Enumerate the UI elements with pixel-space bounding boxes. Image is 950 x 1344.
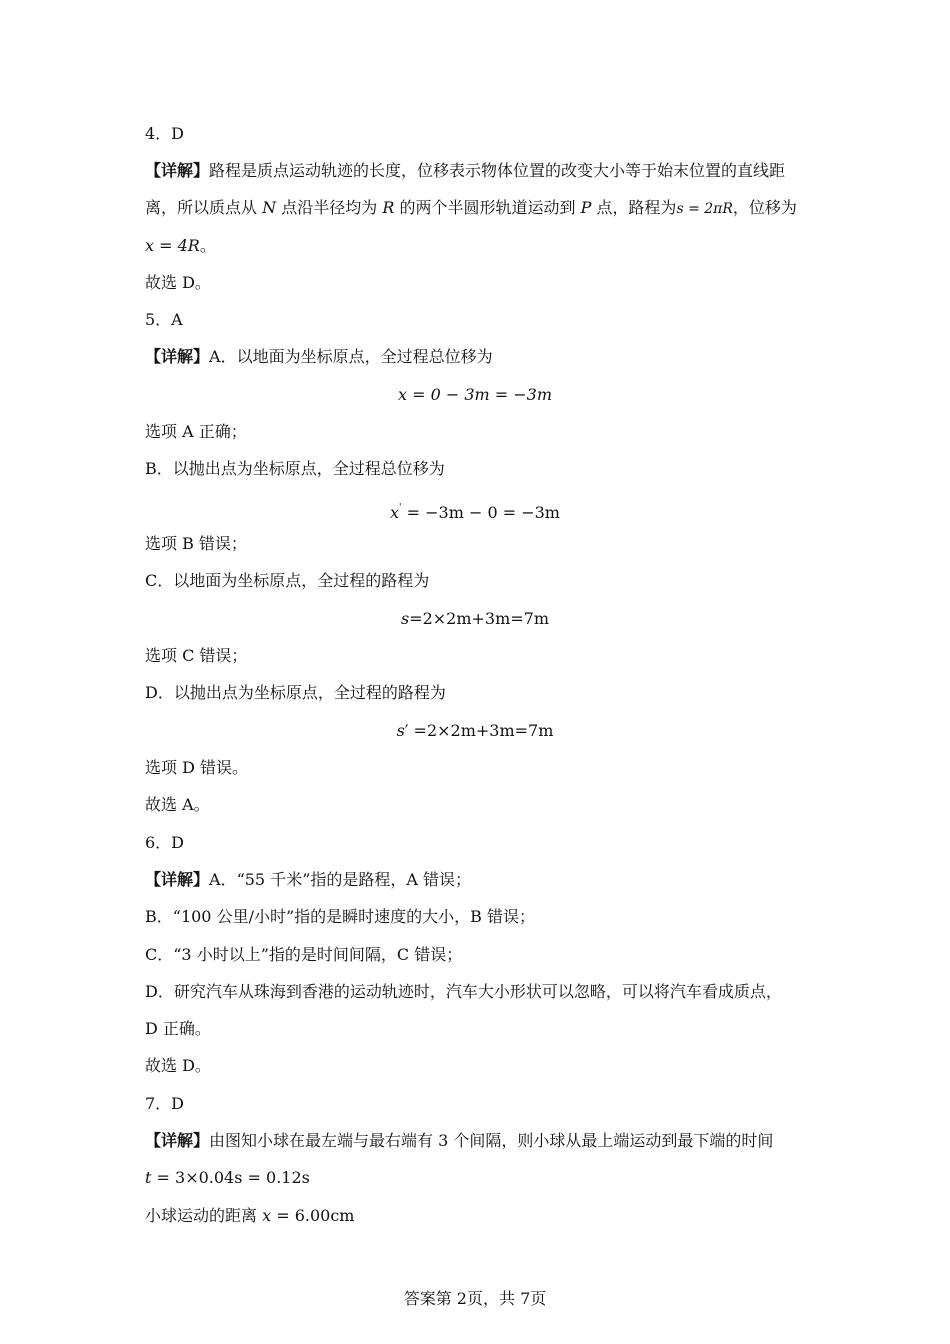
q5-judge-a: 选项 A 正确； [145,422,247,441]
q5-option-b: B．以抛出点为坐标原点，全过程总位移为 [145,459,445,478]
q4-explanation-line-1: 【详解】路程是质点运动轨迹的长度，位移表示物体位置的改变大小等于始末位置的直线距 [145,161,786,180]
q6-option-b: B．“100 公里/小时”指的是瞬时速度的大小，B 错误； [145,907,535,926]
q5-choice: 故选 A。 [145,795,210,814]
q5-option-d: D．以抛出点为坐标原点，全过程的路程为 [145,683,446,702]
q7-time-equation: t = 3×0.04s = 0.12s [145,1168,310,1187]
q4-explanation-line-2: 离，所以质点从 N 点沿半径均为 R 的两个半圆形轨道运动到 P 点，路程为s = 2πR，位移为 [145,198,797,217]
q5-judge-b: 选项 B 错误； [145,534,247,553]
q5-equation-d: s′ =2×2m+3m=7m [396,721,554,740]
q5-equation-c: s=2×2m+3m=7m [400,609,550,628]
q4-answer: 4．D [145,124,185,143]
q4-displacement-equation: x = 4R [145,236,200,255]
q5-option-a: 【详解】A．以地面为坐标原点，全过程总位移为 [145,347,493,366]
q6-choice: 故选 D。 [145,1056,211,1075]
q5-option-c: C．以地面为坐标原点，全过程的路程为 [145,571,430,590]
q5-equation-b: x' = −3m − 0 = −3m [390,503,560,522]
q5-judge-c: 选项 C 错误； [145,646,248,665]
q4-path-equation: s = 2πR [676,201,733,217]
q4-choice: 故选 D。 [145,273,211,292]
q6-answer: 6．D [145,833,185,852]
q5-judge-d: 选项 D 错误。 [145,758,249,777]
q6-option-a: 【详解】A．“55 千米”指的是路程，A 错误； [145,870,472,889]
q6-detail-label: 【详解】 [145,870,210,889]
q7-explanation: 【详解】由图知小球在最左端与最右端有 3 个间隔，则小球从最上端运动到最下端的时间 [145,1131,774,1150]
q5-answer: 5．A [145,310,183,329]
q7-distance: 小球运动的距离 x = 6.00cm [145,1206,355,1225]
q4-detail-label: 【详解】 [145,161,210,180]
q4-explanation-line-3: x = 4R。 [145,236,216,255]
page-footer: 答案第 2页，共 7页 [403,1289,547,1308]
q5-detail-label: 【详解】 [145,347,210,366]
q6-option-d-line-1: D．研究汽车从珠海到香港的运动轨迹时，汽车大小形状可以忽略，可以将汽车看成质点， [145,982,782,1001]
q7-answer: 7．D [145,1094,185,1113]
q5-equation-a: x = 0 − 3m = −3m [397,385,553,404]
q6-option-c: C．“3 小时以上”指的是时间间隔，C 错误； [145,945,463,964]
q7-detail-label: 【详解】 [145,1131,210,1150]
q6-option-d-line-2: D 正确。 [145,1019,211,1038]
